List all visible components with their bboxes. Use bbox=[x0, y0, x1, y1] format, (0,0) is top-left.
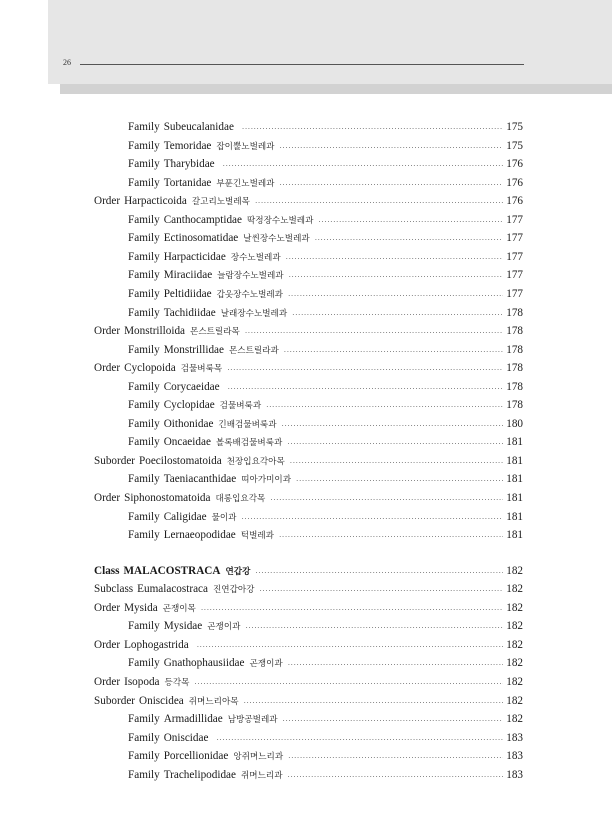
toc-taxon-name: Oniscidea bbox=[139, 694, 184, 707]
toc-entry bbox=[94, 695, 523, 713]
toc-entry bbox=[128, 473, 523, 491]
toc-korean-name: 턱벌레과 bbox=[240, 531, 274, 542]
toc-rank: Family bbox=[128, 306, 160, 319]
toc-entry bbox=[128, 418, 523, 436]
toc-page-number: 181 bbox=[506, 529, 523, 542]
toc-taxon-name: Ectinosomatidae bbox=[163, 232, 239, 245]
toc-page-number: 178 bbox=[506, 306, 523, 319]
toc-page-number: 183 bbox=[506, 768, 523, 781]
toc-leader-dots bbox=[315, 236, 504, 244]
toc-entry bbox=[128, 620, 523, 638]
toc-entry bbox=[128, 713, 523, 731]
toc-korean-name: 띠아가미이과 bbox=[241, 475, 292, 486]
toc-leader-dots bbox=[282, 422, 504, 430]
toc-page-number: 177 bbox=[506, 287, 523, 300]
toc-rank: Family bbox=[128, 139, 160, 152]
toc-taxon-name: Oithonidae bbox=[163, 417, 214, 430]
toc-korean-name: 곤쟁이과 bbox=[207, 622, 241, 633]
toc-page-number: 178 bbox=[506, 399, 523, 412]
toc-korean-name: 곤쟁이과 bbox=[249, 659, 283, 670]
toc-rank: Family bbox=[128, 417, 160, 430]
toc-korean-name: 쥐며느리과 bbox=[241, 770, 283, 781]
toc-korean-name: 부푼긴노벌레과 bbox=[216, 178, 275, 189]
toc-leader-dots bbox=[289, 273, 504, 281]
toc-taxon-name: Tharybidae bbox=[163, 158, 215, 171]
toc-leader-dots bbox=[197, 643, 504, 651]
toc-leader-dots bbox=[255, 199, 503, 207]
toc-leader-dots bbox=[245, 624, 503, 632]
toc-leader-dots bbox=[280, 144, 504, 152]
toc-page-number: 175 bbox=[506, 121, 523, 133]
toc-korean-name: 앙쥐며느리과 bbox=[233, 752, 284, 763]
toc-taxon-name: Temoridae bbox=[163, 139, 212, 152]
toc-entry bbox=[94, 492, 523, 510]
page-number: 26 bbox=[63, 58, 71, 67]
toc-rank: Family bbox=[128, 213, 160, 226]
toc-page-number: 182 bbox=[506, 564, 523, 577]
toc-korean-name: 볼록배검물벼룩과 bbox=[215, 438, 283, 449]
toc-rank: Class bbox=[94, 564, 120, 577]
toc-page-number: 181 bbox=[506, 454, 523, 467]
toc-leader-dots bbox=[283, 717, 504, 725]
toc-entry bbox=[94, 455, 523, 473]
toc-leader-dots bbox=[284, 348, 503, 356]
toc-leader-dots bbox=[201, 606, 503, 614]
toc-entry bbox=[128, 436, 523, 454]
toc-rank: Family bbox=[128, 269, 160, 282]
toc-entry bbox=[128, 140, 523, 158]
toc-rank: Order bbox=[94, 675, 121, 688]
toc-taxon-name: Lernaeopodidae bbox=[163, 529, 236, 542]
toc-korean-name: 장수노벌레과 bbox=[230, 252, 281, 263]
toc-entry bbox=[128, 269, 523, 287]
toc-taxon-name: Mysidae bbox=[163, 620, 203, 633]
toc-taxon-name: Cyclopoida bbox=[124, 362, 176, 375]
toc-page-number: 182 bbox=[506, 694, 523, 707]
toc-page-number: 176 bbox=[506, 195, 523, 208]
toc-leader-dots bbox=[266, 403, 503, 411]
toc-leader-dots bbox=[227, 366, 503, 374]
toc-taxon-name: Poecilostomatoida bbox=[139, 454, 222, 467]
toc-korean-name: 갈고리노벌레목 bbox=[191, 197, 250, 208]
toc-entry bbox=[128, 657, 523, 675]
toc-leader-dots bbox=[288, 773, 504, 781]
toc-rank: Family bbox=[128, 380, 160, 393]
toc-taxon-name: Caligidae bbox=[163, 510, 207, 523]
toc-entry bbox=[94, 639, 523, 657]
toc-taxon-name: Oniscidae bbox=[163, 731, 209, 744]
toc-leader-dots bbox=[216, 736, 503, 744]
toc-page-number: 183 bbox=[506, 750, 523, 763]
toc-page-number: 182 bbox=[506, 601, 523, 614]
toc-page-number: 177 bbox=[506, 269, 523, 282]
toc-leader-dots bbox=[270, 496, 503, 504]
toc-korean-name: 갑옷장수노벌레과 bbox=[216, 289, 283, 300]
toc-entry bbox=[128, 732, 523, 750]
toc-korean-name: 날래장수노벌레과 bbox=[220, 308, 288, 319]
toc-rank: Order bbox=[94, 638, 121, 651]
toc-entry bbox=[128, 288, 523, 306]
toc-rank: Suborder bbox=[94, 694, 136, 707]
toc-entry bbox=[128, 177, 523, 195]
toc-page-number: 182 bbox=[506, 583, 523, 596]
toc-leader-dots bbox=[318, 218, 503, 226]
toc-entry bbox=[94, 362, 523, 380]
toc-page-number: 180 bbox=[506, 417, 523, 430]
toc-entry bbox=[128, 232, 523, 250]
toc-entry bbox=[128, 769, 523, 787]
toc-entry bbox=[128, 251, 523, 269]
toc-leader-dots bbox=[288, 292, 503, 300]
toc-taxon-name: Armadillidae bbox=[163, 713, 223, 726]
toc-rank: Family bbox=[128, 121, 160, 133]
toc-korean-name: 쥐며느리아목 bbox=[188, 696, 239, 707]
toc-rank: Order bbox=[94, 195, 121, 208]
toc-page-number: 177 bbox=[506, 250, 523, 263]
toc-rank: Family bbox=[128, 529, 160, 542]
toc-taxon-name: Isopoda bbox=[124, 675, 160, 688]
toc-korean-name: 긴배검물벼룩과 bbox=[218, 419, 277, 430]
toc-korean-name: 등각목 bbox=[164, 677, 190, 688]
toc-entry bbox=[128, 750, 523, 768]
toc-entry bbox=[128, 529, 523, 547]
toc-taxon-name: Oncaeidae bbox=[163, 436, 211, 449]
left-margin bbox=[0, 0, 48, 830]
toc-leader-dots bbox=[242, 125, 503, 133]
toc-page-number: 181 bbox=[506, 510, 523, 523]
toc-rank: Family bbox=[128, 473, 160, 486]
toc-rank: Family bbox=[128, 399, 160, 412]
toc-taxon-name: MALACOSTRACA bbox=[123, 564, 221, 577]
toc-taxon-name: Tachidiidae bbox=[163, 306, 216, 319]
toc-leader-dots bbox=[288, 754, 503, 762]
toc-entry bbox=[128, 344, 523, 362]
toc-taxon-name: Monstrilloida bbox=[124, 325, 186, 338]
toc-page-number: 178 bbox=[506, 380, 523, 393]
toc-leader-dots bbox=[228, 385, 504, 393]
toc-rank: Order bbox=[94, 325, 121, 338]
toc-taxon-name: Harpacticoida bbox=[124, 195, 187, 208]
toc-rank: Family bbox=[128, 232, 160, 245]
header-band bbox=[48, 0, 612, 84]
toc-taxon-name: Harpacticidae bbox=[163, 250, 226, 263]
toc-rank: Family bbox=[128, 436, 160, 449]
toc-page-number: 176 bbox=[506, 158, 523, 171]
toc-page-number: 182 bbox=[506, 713, 523, 726]
toc-page-number: 182 bbox=[506, 675, 523, 688]
toc-entry bbox=[94, 195, 523, 213]
toc-taxon-name: Taeniacanthidae bbox=[163, 473, 237, 486]
toc-taxon-name: Lophogastrida bbox=[124, 638, 189, 651]
toc-rank: Subclass bbox=[94, 583, 134, 596]
toc-korean-name: 물이과 bbox=[211, 512, 237, 523]
toc-page-number: 178 bbox=[506, 362, 523, 375]
toc-taxon-name: Porcellionidae bbox=[163, 750, 229, 763]
toc-taxon-name: Eumalacostraca bbox=[137, 583, 208, 596]
toc-leader-dots bbox=[290, 459, 503, 467]
toc-page-number: 182 bbox=[506, 638, 523, 651]
toc-entry bbox=[128, 158, 523, 176]
toc-leader-dots bbox=[296, 477, 503, 485]
toc-entry bbox=[128, 307, 523, 325]
toc-rank: Suborder bbox=[94, 454, 136, 467]
toc-page-number: 181 bbox=[506, 436, 523, 449]
toc-entry bbox=[94, 565, 523, 583]
toc-leader-dots bbox=[288, 661, 504, 669]
toc-korean-name: 연갑강 bbox=[225, 566, 251, 577]
toc-taxon-name: Corycaeidae bbox=[163, 380, 220, 393]
toc-page-number: 177 bbox=[506, 232, 523, 245]
toc-leader-dots bbox=[194, 680, 503, 688]
toc-leader-dots bbox=[241, 515, 503, 523]
toc-rank: Family bbox=[128, 768, 160, 781]
toc-rank: Family bbox=[128, 713, 160, 726]
toc-entry bbox=[128, 121, 523, 139]
toc-taxon-name: Subeucalanidae bbox=[163, 121, 234, 133]
toc-leader-dots bbox=[244, 699, 504, 707]
toc-taxon-name: Tortanidae bbox=[163, 176, 212, 189]
toc-leader-dots bbox=[279, 533, 503, 541]
toc-rank: Family bbox=[128, 750, 160, 763]
toc-leader-dots bbox=[286, 255, 504, 263]
toc-korean-name: 검물벼룩목 bbox=[180, 364, 223, 375]
toc-taxon-name: Miraciidae bbox=[163, 269, 213, 282]
toc-korean-name: 몬스트릴라목 bbox=[190, 327, 240, 338]
toc-leader-dots bbox=[255, 569, 503, 577]
toc-rank: Family bbox=[128, 731, 160, 744]
toc-korean-name: 날씬장수노벌레과 bbox=[243, 234, 310, 245]
toc-rank: Family bbox=[128, 657, 160, 670]
toc-page-number: 182 bbox=[506, 620, 523, 633]
toc-rank: Family bbox=[128, 510, 160, 523]
toc-rank: Family bbox=[128, 343, 160, 356]
toc-korean-name: 검물벼룩과 bbox=[219, 401, 262, 412]
toc-taxon-name: Trachelipodidae bbox=[163, 768, 236, 781]
toc-page-number: 178 bbox=[506, 325, 523, 338]
toc-rank: Family bbox=[128, 250, 160, 263]
toc-leader-dots bbox=[287, 440, 503, 448]
toc-entry bbox=[94, 602, 523, 620]
toc-taxon-name: Canthocamptidae bbox=[163, 213, 242, 226]
toc-rank: Family bbox=[128, 158, 160, 171]
toc-korean-name: 진연갑아강 bbox=[212, 585, 255, 596]
toc-leader-dots bbox=[292, 311, 503, 319]
toc-korean-name: 몬스트릴라과 bbox=[228, 345, 279, 356]
toc-page-number: 181 bbox=[506, 473, 523, 486]
toc-rank: Family bbox=[128, 287, 160, 300]
toc-korean-name: 늘람장수노벌레과 bbox=[217, 271, 284, 282]
toc-korean-name: 딱정장수노벌레과 bbox=[247, 215, 314, 226]
toc-page-number: 177 bbox=[506, 213, 523, 226]
toc-korean-name: 천장입요각아목 bbox=[226, 456, 285, 467]
toc-taxon-name: Cyclopidae bbox=[163, 399, 215, 412]
toc-korean-name: 잡이뿔노벌레과 bbox=[216, 141, 275, 152]
toc-page-number: 176 bbox=[506, 176, 523, 189]
toc-entry bbox=[128, 381, 523, 399]
toc-entry bbox=[94, 325, 523, 343]
toc-taxon-name: Siphonostomatoida bbox=[124, 492, 211, 504]
header-shadow bbox=[60, 84, 612, 94]
toc-taxon-name: Peltidiidae bbox=[163, 287, 212, 300]
toc-page-number: 181 bbox=[506, 492, 523, 504]
toc-rank: Order bbox=[94, 492, 121, 504]
toc-entry bbox=[128, 214, 523, 232]
toc-leader-dots bbox=[280, 181, 504, 189]
toc-rank: Family bbox=[128, 176, 160, 189]
toc-leader-dots bbox=[223, 162, 504, 170]
toc-korean-name: 남방공벌레과 bbox=[227, 715, 278, 726]
toc-entry bbox=[94, 676, 523, 694]
toc-page-number: 178 bbox=[506, 343, 523, 356]
toc-entry bbox=[128, 399, 523, 417]
toc-entry bbox=[128, 511, 523, 529]
header-rule bbox=[80, 64, 524, 65]
toc-rank: Family bbox=[128, 620, 160, 633]
toc-page-number: 175 bbox=[506, 139, 523, 152]
toc-page-number: 183 bbox=[506, 731, 523, 744]
toc-leader-dots bbox=[245, 329, 503, 337]
toc-taxon-name: Monstrillidae bbox=[163, 343, 224, 356]
toc-entry bbox=[94, 583, 523, 601]
toc-leader-dots bbox=[259, 587, 503, 595]
toc-taxon-name: Gnathophausiidae bbox=[163, 657, 245, 670]
toc-rank: Order bbox=[94, 601, 121, 614]
toc-rank: Order bbox=[94, 362, 121, 375]
toc-korean-name: 대롱입요각목 bbox=[215, 494, 266, 504]
toc-page-number: 182 bbox=[506, 657, 523, 670]
toc-taxon-name: Mysida bbox=[124, 601, 158, 614]
toc-korean-name: 곤쟁이목 bbox=[162, 603, 196, 614]
